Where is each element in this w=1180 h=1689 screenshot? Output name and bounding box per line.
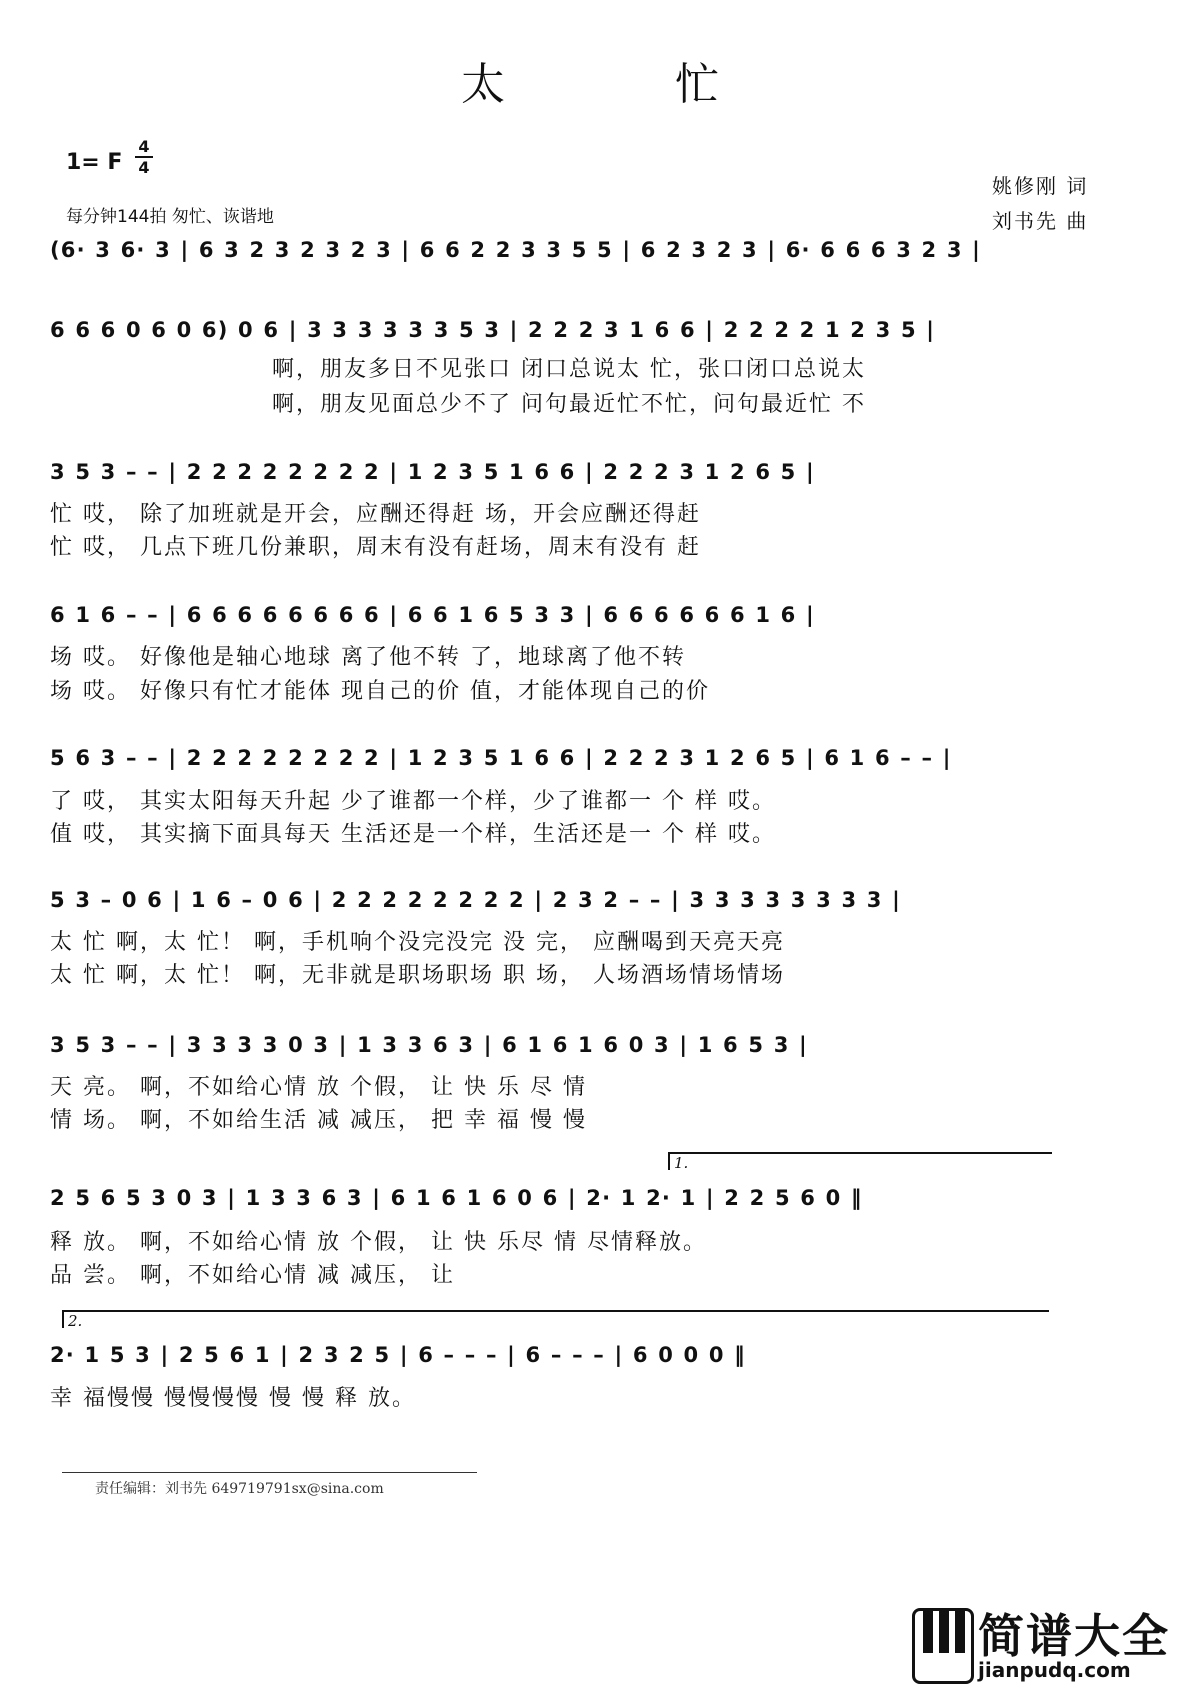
- lyricist-credit: 姚修刚 词: [992, 174, 1089, 198]
- second-ending-bracket: [62, 1310, 1049, 1328]
- lyric-line-7b: 情 场。 啊，不如给生活 减 减压， 把 幸 福 慢 慢: [50, 1108, 587, 1133]
- key-signature: 1= F: [66, 150, 123, 175]
- lyric-line-8b: 品 尝。 啊，不如给心情 减 减压， 让: [50, 1263, 455, 1288]
- lyric-line-9a: 幸 福慢慢 慢慢慢慢 慢 慢 释 放。: [50, 1386, 416, 1411]
- time-sig-bottom: 4: [138, 158, 150, 177]
- tempo-marking: 每分钟144拍 匆忙、诙谐地: [66, 207, 274, 227]
- second-ending-label: 2.: [68, 1312, 83, 1330]
- time-signature: [135, 138, 153, 176]
- lyric-line-6a: 太 忙 啊，太 忙！ 啊，手机响个没完没完 没 完， 应酬喝到天亮天亮: [50, 930, 785, 955]
- lyric-line-4b: 场 哎。 好像只有忙才能体 现自己的价 值，才能体现自己的价: [50, 679, 710, 704]
- notation-line-3: 3 5 3 – – | 2 2 2 2 2 2 2 2 | 1 2 3 5 1 6 6 | 2 2 2 3 1 2 6 5 |: [50, 460, 815, 484]
- time-sig-top: 4: [138, 137, 150, 156]
- piano-icon: [912, 1608, 974, 1684]
- lyric-line-7a: 天 亮。 啊，不如给心情 放 个假， 让 快 乐 尽 情: [50, 1075, 587, 1100]
- site-logo: [912, 1600, 1180, 1689]
- lyric-line-2a: 啊，朋友多日不见张口 闭口总说太 忙，张口闭口总说太: [272, 357, 866, 382]
- notation-line-8: 2 5 6 5 3 0 3 | 1 3 3 6 3 | 6 1 6 1 6 0 6 | 2· 1 2· 1 | 2 2 5 6 0 ‖: [50, 1186, 863, 1210]
- composer-credit: 刘书先 曲: [992, 209, 1089, 233]
- notation-line-6: 5 3 – 0 6 | 1 6 – 0 6 | 2 2 2 2 2 2 2 2 | 2 3 2 – – | 3 3 3 3 3 3 3 3 |: [50, 888, 901, 912]
- notation-line-9: 2· 1 5 3 | 2 5 6 1 | 2 3 2 5 | 6 – – – | 6 – – – | 6 0 0 0 ‖: [50, 1343, 746, 1367]
- notation-line-2: 6 6 6 0 6 0 6) 0 6 | 3 3 3 3 3 3 5 3 | 2 2 2 3 1 6 6 | 2 2 2 2 1 2 3 5 |: [50, 318, 936, 342]
- notation-line-1: (6· 3 6· 3 | 6 3 2 3 2 3 2 3 | 6 6 2 2 3 3 5 5 | 6 2 3 2 3 | 6· 6 6 6 3 2 3 |: [50, 238, 982, 262]
- lyric-line-3b: 忙 哎， 几点下班几份兼职，周末有没有赶场，周末有没有 赶: [50, 535, 701, 560]
- footer-divider: [62, 1472, 477, 1473]
- lyric-line-5a: 了 哎， 其实太阳每天升起 少了谁都一个样，少了谁都一 个 样 哎。: [50, 789, 776, 814]
- lyric-line-6b: 太 忙 啊，太 忙！ 啊，无非就是职场职场 职 场， 人场酒场情场情场: [50, 963, 785, 988]
- notation-line-7: 3 5 3 – – | 3 3 3 3 0 3 | 1 3 3 6 3 | 6 1 6 1 6 0 3 | 1 6 5 3 |: [50, 1033, 808, 1057]
- page-title: 太 忙: [461, 59, 797, 110]
- lyric-line-2b: 啊，朋友见面总少不了 问句最近忙不忙，问句最近忙 不: [272, 392, 866, 417]
- lyric-line-5b: 值 哎， 其实摘下面具每天 生活还是一个样，生活还是一 个 样 哎。: [50, 822, 776, 847]
- notation-line-4: 6 1 6 – – | 6 6 6 6 6 6 6 6 | 6 6 1 6 5 3 3 | 6 6 6 6 6 6 1 6 |: [50, 603, 815, 627]
- first-ending-label: 1.: [674, 1154, 689, 1172]
- logo-url: jianpudq.com: [978, 1658, 1131, 1682]
- notation-line-5: 5 6 3 – – | 2 2 2 2 2 2 2 2 | 1 2 3 5 1 6 6 | 2 2 2 3 1 2 6 5 | 6 1 6 – – |: [50, 746, 952, 770]
- first-ending-bracket: [668, 1152, 1052, 1170]
- lyric-line-8a: 释 放。 啊，不如给心情 放 个假， 让 快 乐尽 情 尽情释放。: [50, 1230, 707, 1255]
- editor-credit: 责任编辑：刘书先 649719791sx@sina.com: [95, 1481, 384, 1497]
- logo-text: 简谱大全: [978, 1609, 1170, 1663]
- lyric-line-3a: 忙 哎， 除了加班就是开会，应酬还得赶 场，开会应酬还得赶: [50, 502, 701, 527]
- lyric-line-4a: 场 哎。 好像他是轴心地球 离了他不转 了，地球离了他不转: [50, 645, 686, 670]
